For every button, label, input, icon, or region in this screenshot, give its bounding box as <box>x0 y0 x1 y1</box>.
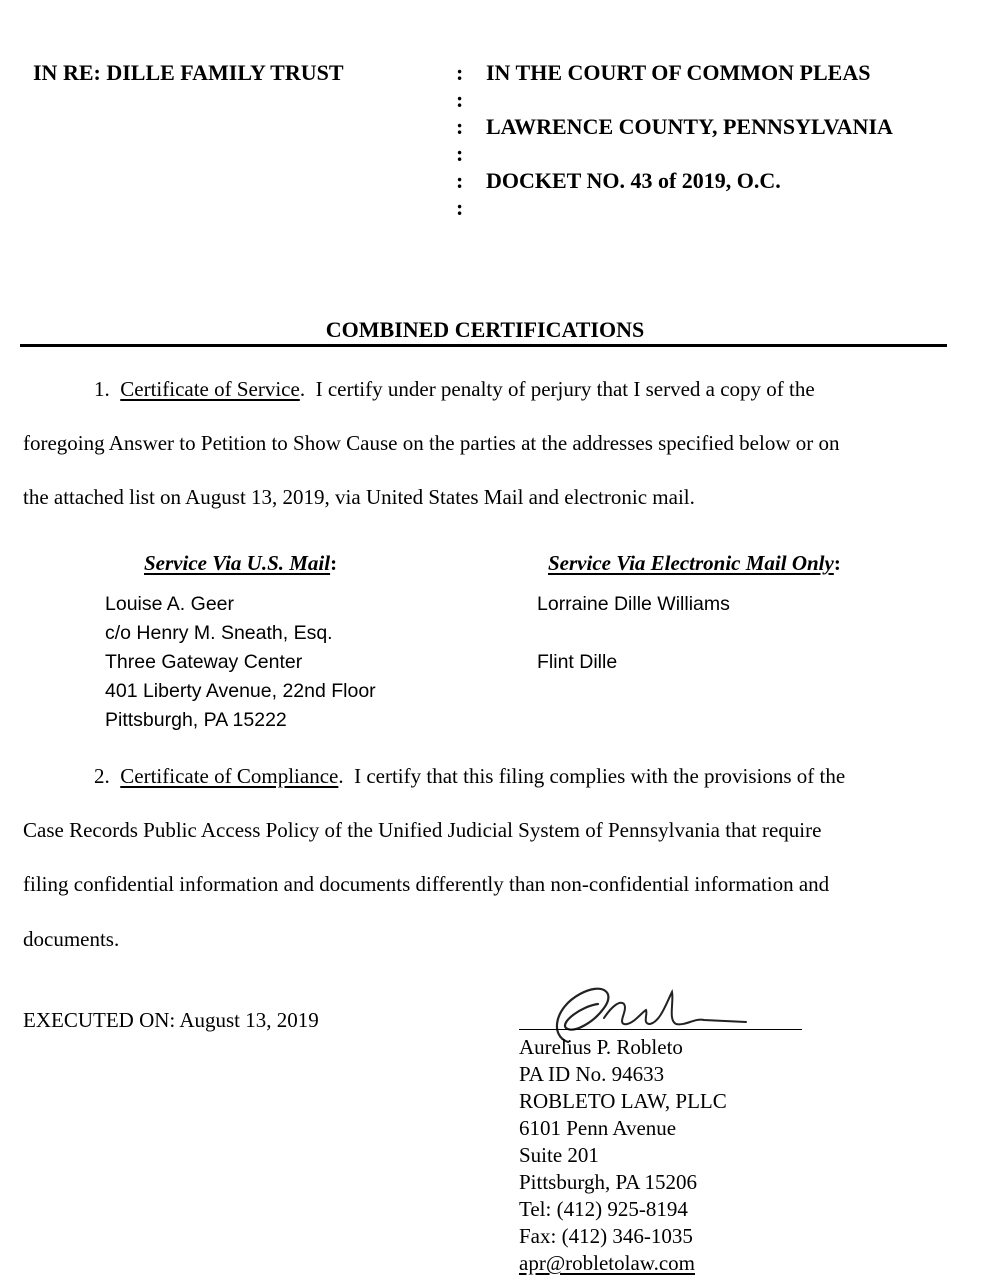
docket-number: DOCKET NO. 43 of 2019, O.C. <box>486 168 781 193</box>
email-recipient: Flint Dille <box>537 651 618 673</box>
signer-street: 6101 Penn Avenue <box>519 1116 677 1140</box>
heading-rule <box>20 344 947 347</box>
caption-colon: : <box>456 87 464 112</box>
caption-colon: : <box>456 141 464 166</box>
compliance-paragraph-line: Case Records Public Access Policy of the Unified Judicial System of Pennsylvania that require <box>23 818 822 842</box>
service-paragraph-line: 1. Certificate of Service. I certify under penalty of perjury that I served a copy of the <box>94 377 815 401</box>
compliance-title: Certificate of Compliance <box>120 764 339 788</box>
compliance-paragraph-line: 2. Certificate of Compliance. I certify that this filing complies with the provisions of the <box>94 764 846 788</box>
signer-tel: Tel: (412) 925-8194 <box>519 1197 688 1221</box>
case-caption-title: IN RE: DILLE FAMILY TRUST <box>33 60 344 85</box>
signer-suite: Suite 201 <box>519 1143 599 1167</box>
signer-pa-id: PA ID No. 94633 <box>519 1062 665 1086</box>
mail-address-line: Three Gateway Center <box>105 651 303 673</box>
mail-address-line: Louise A. Geer <box>105 593 234 615</box>
document-heading: COMBINED CERTIFICATIONS <box>325 317 645 342</box>
court-name: IN THE COURT OF COMMON PLEAS <box>486 60 871 85</box>
mail-address-line: c/o Henry M. Sneath, Esq. <box>105 622 333 644</box>
mail-address-line: 401 Liberty Avenue, 22nd Floor <box>105 680 376 702</box>
email-recipient: Lorraine Dille Williams <box>537 593 730 615</box>
signer-city: Pittsburgh, PA 15206 <box>519 1170 697 1194</box>
service-number: 1. <box>94 377 110 401</box>
signer-firm: ROBLETO LAW, PLLC <box>519 1089 727 1113</box>
service-paragraph-line: the attached list on August 13, 2019, via United States Mail and electronic mail. <box>23 485 695 509</box>
service-title: Certificate of Service <box>120 377 300 401</box>
executed-date: EXECUTED ON: August 13, 2019 <box>23 1008 319 1032</box>
compliance-paragraph-line: documents. <box>23 927 120 951</box>
signer-email-link[interactable]: apr@robletolaw.com <box>519 1251 695 1275</box>
caption-colon: : <box>456 168 464 193</box>
signer-name: Aurelius P. Robleto <box>519 1035 683 1059</box>
compliance-number: 2. <box>94 764 110 788</box>
caption-colon: : <box>456 60 464 85</box>
county-name: LAWRENCE COUNTY, PENNSYLVANIA <box>486 114 893 139</box>
service-text: I certify under penalty of perjury that I served a copy of the <box>315 377 815 401</box>
signer-fax: Fax: (412) 346-1035 <box>519 1224 693 1248</box>
compliance-paragraph-line: filing confidential information and documents differently than non-confidential information and <box>23 872 830 896</box>
service-paragraph-line: foregoing Answer to Petition to Show Cause on the parties at the addresses specified below or on <box>23 431 840 455</box>
compliance-text: I certify that this filing complies with the provisions of the <box>354 764 846 788</box>
mail-address-line: Pittsburgh, PA 15222 <box>105 709 287 731</box>
email-service-heading: Service Via Electronic Mail Only: <box>548 551 841 575</box>
caption-colon: : <box>456 114 464 139</box>
caption-colon: : <box>456 195 464 220</box>
mail-service-heading: Service Via U.S. Mail: <box>144 551 338 575</box>
signature-line <box>519 1029 802 1030</box>
